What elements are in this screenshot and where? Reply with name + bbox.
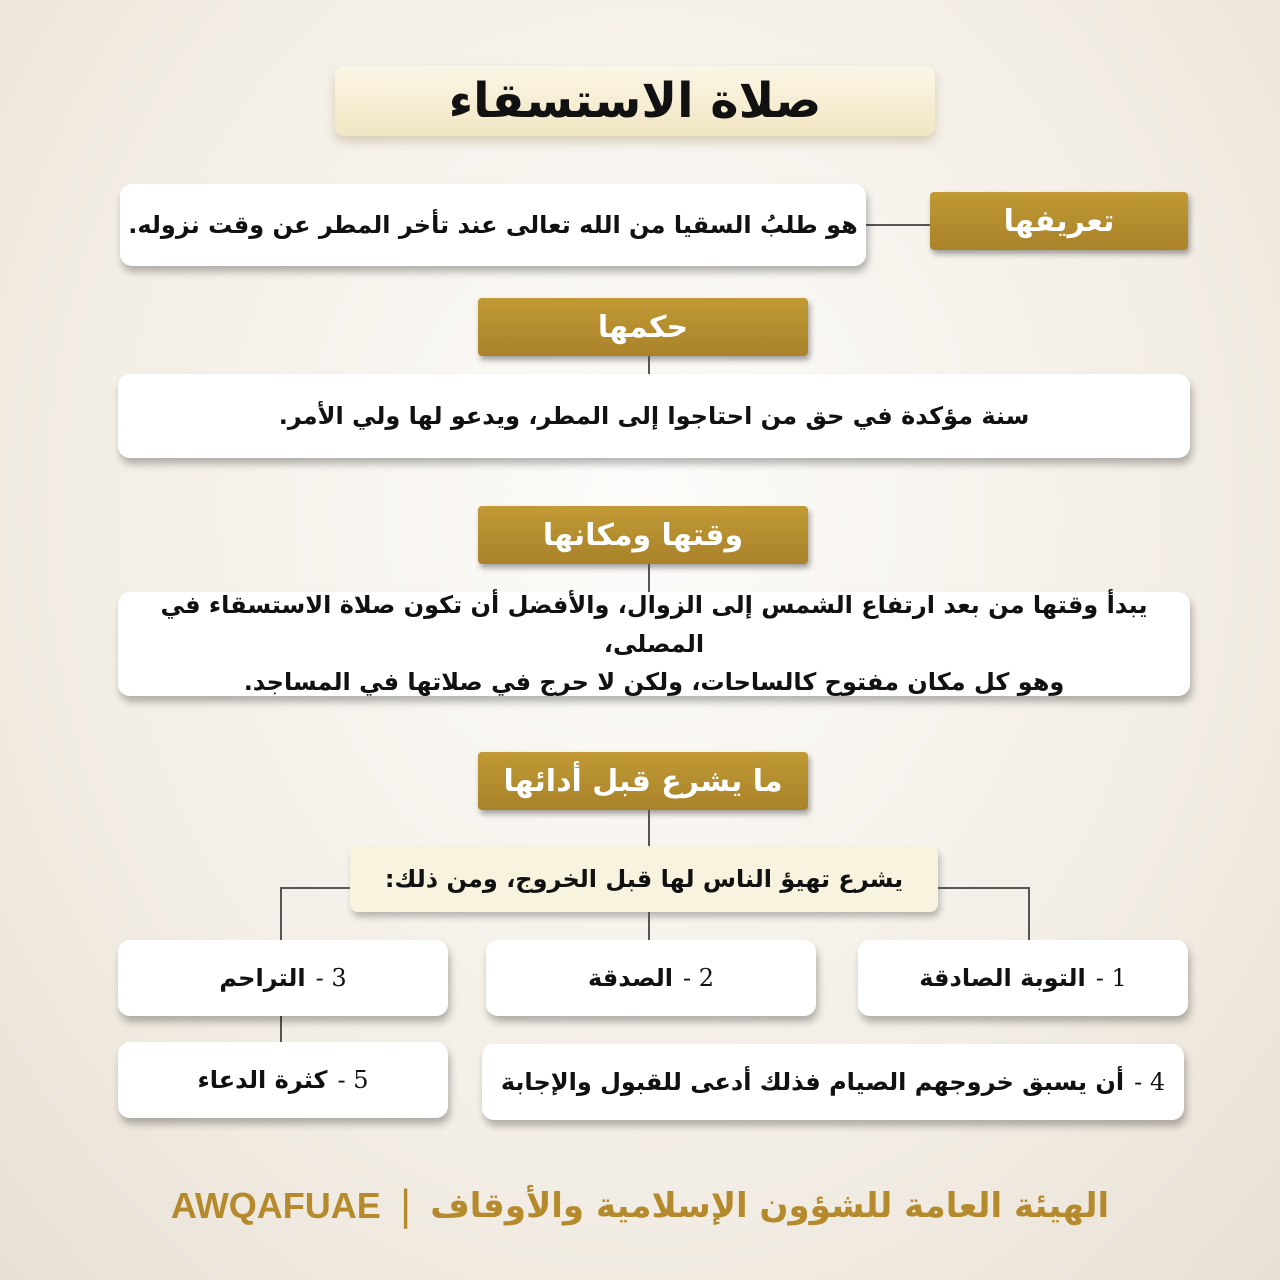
item-number: 2 - (683, 963, 715, 992)
time-place-label: وقتها ومكانها (478, 506, 808, 564)
connector-line (938, 887, 1030, 889)
item-text: التراحم (219, 963, 306, 992)
definition-text: هو طلبُ السقيا من الله تعالى عند تأخر المطر عن وقت نزوله. (128, 210, 858, 239)
time-place-card (118, 592, 1190, 696)
list-item (118, 940, 448, 1016)
before-intro (350, 846, 938, 912)
definition-label: تعريفها (930, 192, 1188, 250)
item-text: التوبة الصادقة (919, 963, 1086, 992)
list-item (858, 940, 1188, 1016)
item-text: كثرة الدعاء (197, 1065, 328, 1094)
footer (0, 1178, 1280, 1234)
item-number: 5 - (337, 1065, 369, 1094)
before-label: ما يشرع قبل أدائها (478, 752, 808, 810)
connector-line (648, 912, 650, 940)
list-item (118, 1042, 448, 1118)
item-number: 3 - (315, 963, 347, 992)
footer-org: الهيئة العامة للشؤون الإسلامية والأوقاف (430, 1186, 1110, 1226)
connector-line (280, 887, 350, 889)
list-item (482, 1044, 1184, 1120)
before-intro-text: يشرع تهيؤ الناس لها قبل الخروج، ومن ذلك: (384, 865, 904, 893)
item-text: الصدقة (587, 963, 673, 992)
connector-line (648, 356, 650, 374)
connector-line (280, 1016, 282, 1042)
connector-line (280, 887, 282, 941)
item-number: 4 - (1134, 1067, 1166, 1096)
footer-handle: AWQAFUAE (170, 1185, 381, 1226)
item-number: 1 - (1095, 963, 1127, 992)
connector-line (866, 224, 930, 226)
time-place-text-line2: وهو كل مكان مفتوح كالساحات، ولكن لا حرج في صلاتها في المساجد. (243, 668, 1065, 697)
definition-card (120, 184, 866, 266)
page-title: صلاة الاستسقاء (335, 66, 935, 136)
ruling-card (118, 374, 1190, 458)
time-place-text-line1: يبدأ وقتها من بعد ارتفاع الشمس إلى الزوال، والأفضل أن تكون صلاة الاستسقاء في المصلى، (160, 591, 1148, 658)
ruling-label: حكمها (478, 298, 808, 356)
ruling-text: سنة مؤكدة في حق من احتاجوا إلى المطر، ويدعو لها ولي الأمر. (278, 401, 1030, 430)
connector-line (1028, 887, 1030, 941)
connector-line (648, 810, 650, 846)
footer-separator: | (398, 1183, 413, 1229)
item-text: أن يسبق خروجهم الصيام فذلك أدعى للقبول والإجابة (500, 1067, 1125, 1096)
list-item (486, 940, 816, 1016)
